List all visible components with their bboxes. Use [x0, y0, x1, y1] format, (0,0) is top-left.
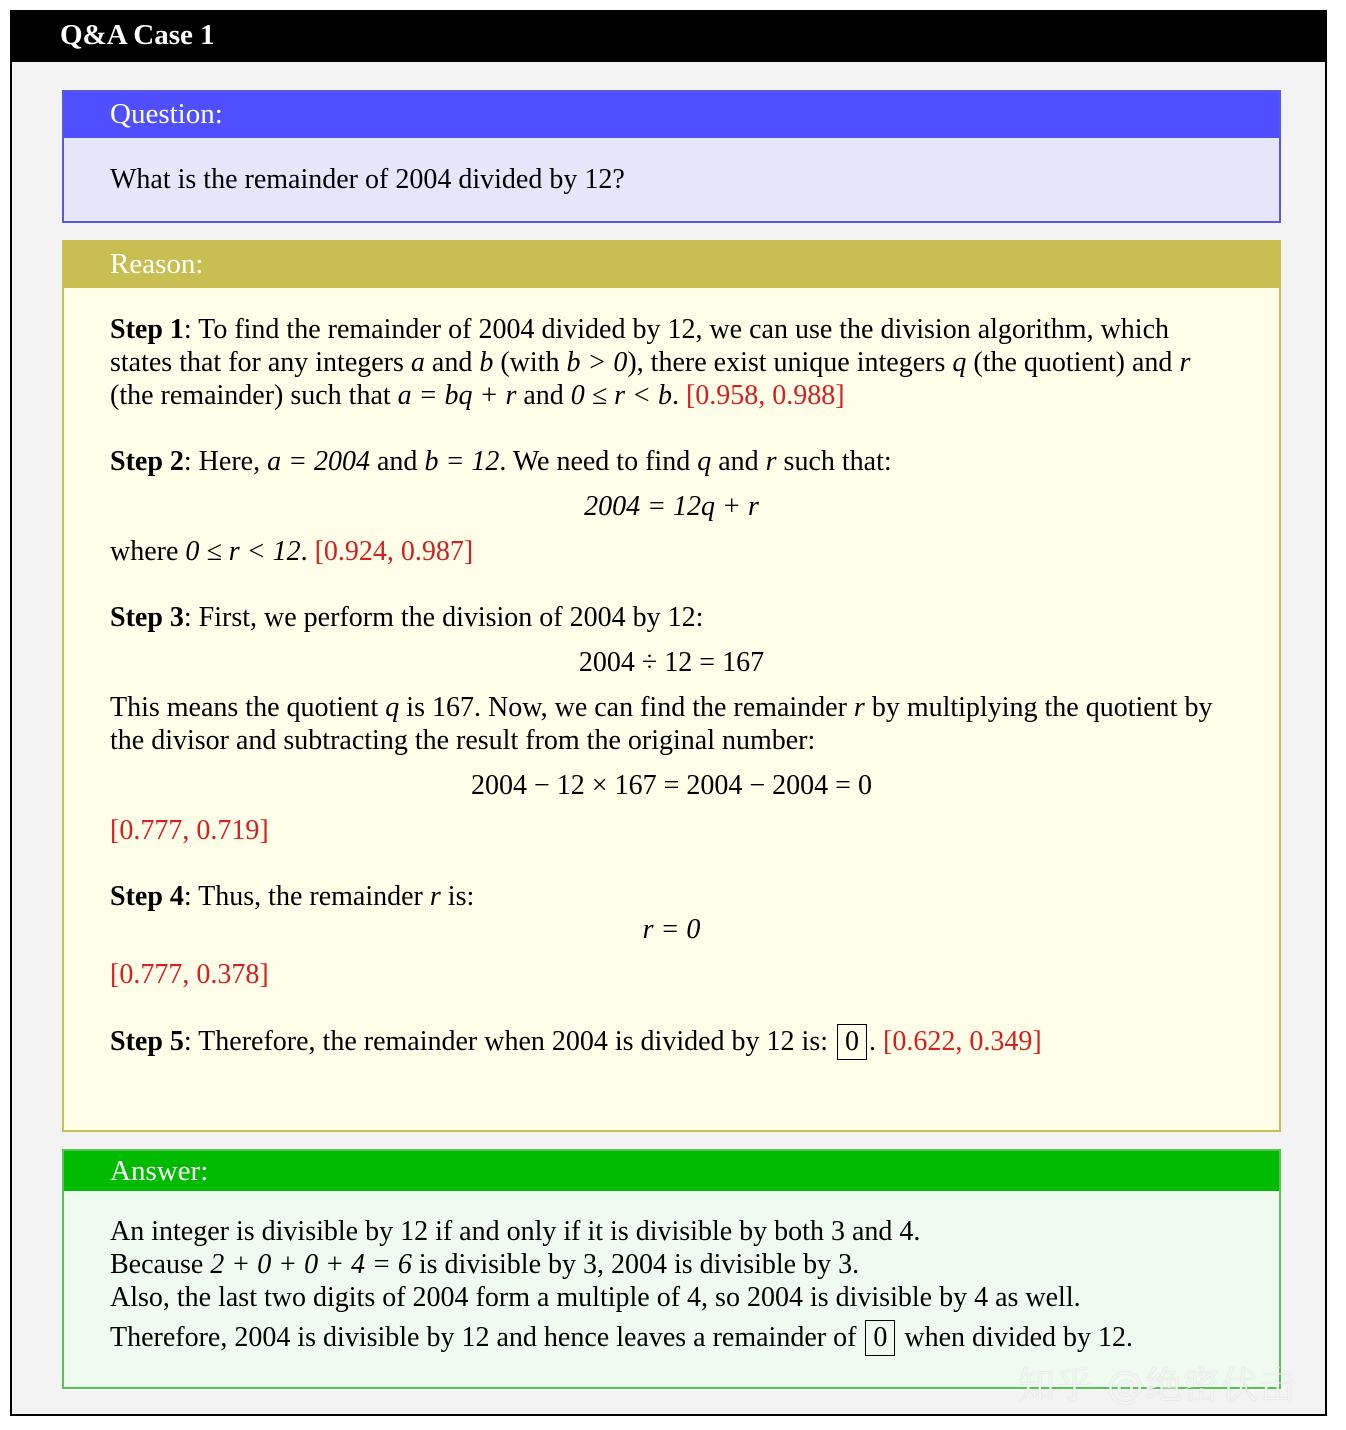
reason-heading: Reason: — [64, 242, 1279, 288]
answer-line-3: Also, the last two digits of 2004 form a multiple of 4, so 2004 is divisible by 4 as well. — [110, 1282, 1081, 1313]
case-title: Q&A Case 1 — [12, 12, 1325, 62]
step-1-score: [0.958, 0.988] — [685, 380, 845, 411]
question-heading: Question: — [64, 92, 1279, 138]
step-4-label: Step 4 — [110, 881, 184, 912]
step-5: Step 5: Therefore, the remainder when 2004 is divided by 12 is: 0 . [0.622, 0.349] — [110, 1024, 1233, 1060]
step-4: Step 4: Thus, the remainder r is: r = 0 [0.777, 0.378] — [110, 880, 1233, 991]
step-3-score: [0.777, 0.719] — [110, 815, 269, 846]
step-3-division: 2004 ÷ 12 = 167 — [578, 647, 765, 678]
step-1-label: Step 1 — [110, 314, 184, 345]
qa-case-frame — [10, 10, 1327, 1416]
step-2: Step 2: Here, a = 2004 and b = 12. We need to find q and r such that: 2004 = 12q + r where 0 ≤ r < 12. [0.924, 0.987] — [110, 445, 1233, 568]
answer-heading: Answer: — [64, 1151, 1279, 1191]
reason-box — [62, 240, 1281, 1132]
step-3-label: Step 3 — [110, 602, 184, 633]
step-2-equation: 2004 = 12q + r — [584, 491, 759, 522]
answer-box — [62, 1149, 1281, 1389]
step-3-subtraction: 2004 − 12 × 167 = 2004 − 2004 = 0 — [471, 770, 872, 801]
step-4-score: [0.777, 0.378] — [110, 959, 269, 990]
question-box — [62, 90, 1281, 223]
step-5-score: [0.622, 0.349] — [883, 1026, 1042, 1057]
step-5-label: Step 5 — [110, 1026, 184, 1057]
step-1: Step 1: To find the remainder of 2004 divided by 12, we can use the division algorithm, which states that for any integers a and b (with b > 0), there exist unique integers q (the quotient) and r (the remainder) such that a = bq + r and 0 ≤ r < b. [0.958, 0.988] — [110, 314, 1191, 411]
answer-line-1: An integer is divisible by 12 if and only if it is divisible by both 3 and 4. — [110, 1216, 921, 1247]
step-3: Step 3: First, we perform the division of 2004 by 12: 2004 ÷ 12 = 167 This means the quotient q is 167. Now, we can find the remainder r by multiplying the quotient by the divisor and subtracting the result from the original number: 2004 − 12 × 167 = 2004 − 2004 = 0 [0.777, 0.719] — [110, 601, 1233, 847]
question-text: What is the remainder of 2004 divided by 12? — [110, 164, 625, 195]
step-2-label: Step 2 — [110, 446, 184, 477]
step-5-boxed-answer: 0 — [837, 1024, 867, 1060]
answer-boxed-value: 0 — [865, 1320, 895, 1356]
step-2-score: [0.924, 0.987] — [314, 536, 474, 567]
answer-line-2: Because 2 + 0 + 0 + 4 = 6 is divisible by 3, 2004 is divisible by 3. — [110, 1249, 860, 1280]
watermark: 知乎 @绝密伏击 — [1018, 1364, 1297, 1407]
answer-line-4: Therefore, 2004 is divisible by 12 and hence leaves a remainder of 0 when divided by 12. — [110, 1320, 1233, 1356]
step-4-equation: r = 0 — [642, 914, 701, 945]
